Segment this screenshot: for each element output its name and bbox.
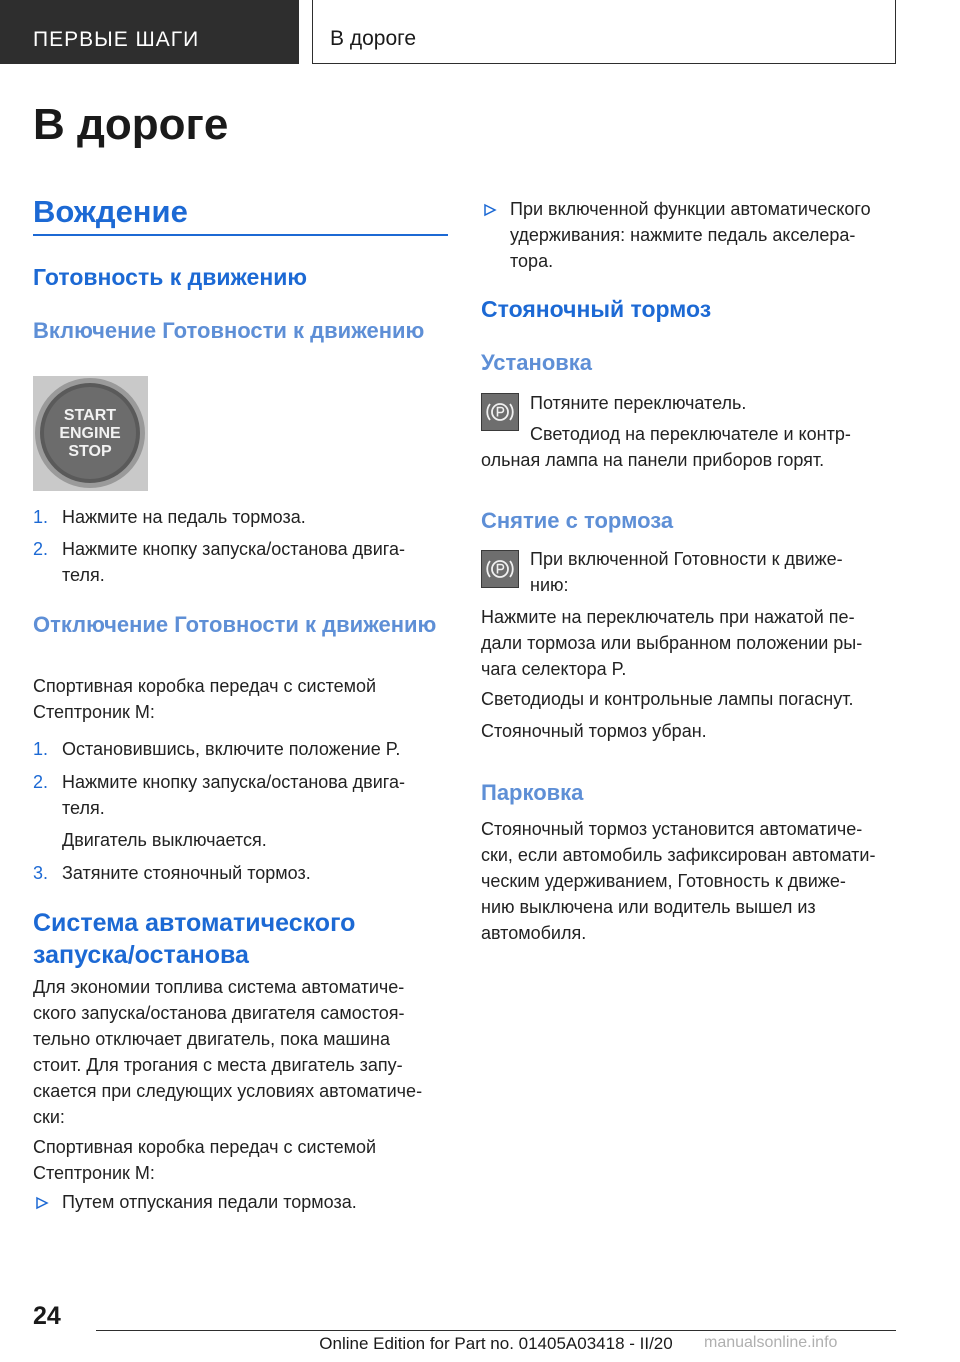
heading-parking: Парковка [481, 780, 584, 805]
bullet-text: Путем отпускания педали тормоза. [62, 1192, 357, 1212]
engine-label: ENGINE [59, 425, 121, 442]
watermark: manualsonline.info [704, 1334, 838, 1351]
start-stop-button-image [33, 376, 148, 491]
parking-line: Стояночный тормоз установится автоматиче- [481, 819, 863, 839]
autostart-line: Для экономии топлива система автоматиче- [33, 977, 405, 997]
section-tab: ПЕРВЫЕ ШАГИ [0, 0, 299, 64]
start-label: START [63, 407, 117, 424]
parking-brake-icon [481, 550, 519, 588]
step-text-cont: теля. [62, 565, 105, 585]
release-done: Стояночный тормоз убран. [481, 721, 707, 741]
set-led-text-cont: ольная лампа на панели приборов горят. [481, 450, 825, 470]
step-text: Остановившись, включите положение P. [62, 739, 401, 759]
bullet-text-cont: удерживания: нажмите педаль акселера- [510, 225, 856, 245]
parking-line: ческим удерживанием, Готовность к движе- [481, 871, 846, 891]
bullet-text-cont: тора. [510, 251, 554, 271]
autostart-intro2: Спортивная коробка передач с системой Стептроник M: [33, 1137, 377, 1183]
step-number: 1. [33, 739, 49, 759]
stop-label: STOP [68, 443, 112, 460]
autostart-line: ского запуска/останова двигателя самостоя- [33, 1003, 405, 1023]
footer-rule [96, 1330, 896, 1331]
heading-autostart: Система автоматического запуска/останова [33, 909, 356, 969]
heading-ready: Готовность к движению [33, 264, 307, 290]
heading-driving: Вождение [33, 194, 188, 229]
step-number: 1. [33, 507, 49, 527]
page-header [0, 0, 960, 66]
topic-tab: В дороге [312, 0, 896, 64]
bullet-triangle-icon [33, 1190, 55, 1216]
heading-rule [33, 234, 448, 236]
off-intro: Спортивная коробка передач с системой Стептроник M: [33, 676, 377, 722]
page-title: В дороге [33, 100, 229, 149]
autostart-line: тельно отключает двигатель, пока машина [33, 1029, 390, 1049]
release-condition: При включенной Готовности к движе- [530, 549, 843, 569]
release-leds: Светодиоды и контрольные лампы погаснут. [481, 689, 854, 709]
step-text-cont: теля. [62, 798, 105, 818]
parking-line: автомобиля. [481, 923, 587, 943]
heading-set: Установка [481, 350, 593, 375]
step-text: Нажмите кнопку запуска/останова двига- [62, 772, 405, 792]
parking-line: нию выключена или водитель вышел из [481, 897, 816, 917]
step-number: 2. [33, 539, 49, 559]
step-text: Нажмите кнопку запуска/останова двига- [62, 539, 405, 559]
release-press-line: дали тормоза или выбранном положении ры- [481, 633, 863, 653]
bullet-triangle-icon [481, 197, 503, 223]
autostart-line: скается при следующих условиях автоматиче- [33, 1081, 423, 1101]
step-note: Двигатель выключается. [62, 830, 267, 850]
parking-line: ски, если автомобиль зафиксирован автомати- [481, 845, 876, 865]
set-pull-text: Потяните переключатель. [530, 393, 747, 413]
release-press-line: чага селектора P. [481, 659, 627, 679]
heading-ready-on: Включение Готовности к движению [33, 318, 425, 343]
bullet-text: При включенной функции автоматического [510, 199, 871, 219]
footer-edition: Online Edition for Part no. 01405A03418 - II/20 [319, 1334, 673, 1353]
set-led-text: Светодиод на переключателе и контр- [530, 424, 851, 444]
step-text: Нажмите на педаль тормоза. [62, 507, 306, 527]
step-number: 2. [33, 772, 49, 792]
release-condition-cont: нию: [530, 575, 569, 595]
page-number: 24 [33, 1302, 61, 1330]
heading-release: Снятие с тормоза [481, 508, 674, 533]
step-number: 3. [33, 863, 49, 883]
heading-parking-brake: Стояночный тормоз [481, 296, 712, 322]
step-text: Затяните стояночный тормоз. [62, 863, 311, 883]
autostart-line: ски: [33, 1107, 65, 1127]
autostart-line: стоит. Для трогания с места двигатель запу- [33, 1055, 403, 1075]
parking-brake-icon [481, 393, 519, 431]
heading-ready-off: Отключение Готовности к движению [33, 612, 437, 637]
release-press-line: Нажмите на переключатель при нажатой пе- [481, 607, 855, 627]
